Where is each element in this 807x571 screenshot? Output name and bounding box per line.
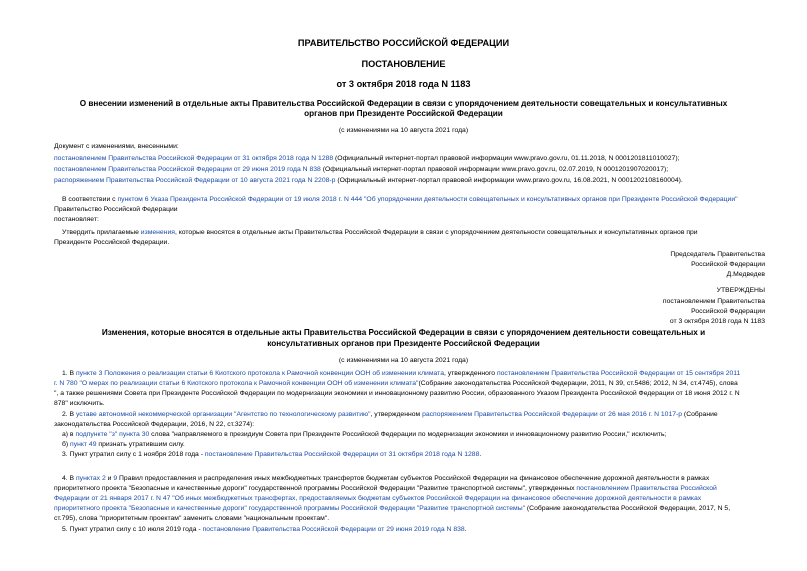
- change-link[interactable]: распоряжением Правительства Российской Федерации от 10 августа 2021 года N 2208-р: [54, 177, 336, 184]
- signature-role: Председатель Правительства: [670, 251, 765, 258]
- amended-note: (с изменениями на 10 августа 2021 года): [338, 127, 469, 134]
- clause-2-link[interactable]: пунктах 2: [75, 475, 106, 482]
- annex-item4-line5: ст.795), слова "приоритетным проектам" заменить словами "национальным проектам".: [54, 515, 330, 522]
- change-link[interactable]: постановлением Правительства Российской Федерации от 29 июня 2019 года N 838: [54, 166, 321, 173]
- signature-org: Российской Федерации: [691, 261, 765, 268]
- doc-title-line1: О внесении изменений в отдельные акты Правительства Российской Федерации в связи с упорядочением деятельности совещательных и консультативных: [79, 99, 728, 108]
- annex-title-line1: Изменения, которые вносятся в отдельные акты Правительства Российской Федерации в связи с упорядочением деятельности совещательных и: [101, 328, 706, 337]
- annex-item4-line4: приоритетного проекта "Безопасные и качественные дороги" государственной программы Российской Федерации "Развитие транспортной системы" (Собрание законодательства Российской Федерации, 2017, N 5,: [54, 505, 731, 512]
- approved-org: Российской Федерации: [691, 308, 765, 315]
- doc-date-heading: от 3 октября 2018 года N 1183: [336, 79, 471, 89]
- annex-item3: 3. Пункт утратил силу с 1 ноября 2018 года - постановление Правительства Российской Федерации от 31 октября 2018 года N 1288.: [62, 451, 482, 458]
- doc-title-line2: органов при Президенте Российской Федерации: [304, 109, 503, 118]
- resolution-47-link-cont[interactable]: Федерации от 21 января 2017 г. N 47 "Об иных межбюджетных трансфертах, предоставляемых бюджетам субъектов Российской Федерации на финансовое обеспечение дорожной деятельности в рамках: [54, 495, 702, 502]
- preamble-approve-line2: Президенте Российской Федерации.: [54, 239, 170, 246]
- annex-item4-line1: 4. В пунктах 2 и 9 Правил предоставления и распределения иных межбюджетных трансфертов бюджетам субъектов Российской Федерации на финансовое обеспечение дорожной деятельности в рамках: [62, 475, 710, 482]
- approved-label: УТВЕРЖДЕНЫ: [716, 287, 765, 294]
- preamble-approve-line1: Утвердить прилагаемые изменения, которые вносятся в отдельные акты Правительства Российской Федерации в связи с упорядочением деятельности совещательных и консультативных органов при: [62, 229, 698, 236]
- government-heading: ПРАВИТЕЛЬСТВО РОССИЙСКОЙ ФЕДЕРАЦИИ: [297, 38, 510, 48]
- change-item: постановлением Правительства Российской Федерации от 29 июня 2019 года N 838 (Официальный интернет-портал правовой информации www.pravo.gov.ru, 02.07.2019, N 0001201907020017);: [54, 166, 669, 173]
- annex-title-line2: консультативных органов при Президенте Российской Федерации: [267, 339, 540, 348]
- resolution-780-link-cont[interactable]: г. N 780 "О мерах по реализации статьи 6 Киотского протокола к Рамочной конвенции ООН об изменении климата": [54, 380, 419, 387]
- annex-item2-line1: 2. В уставе автономной некоммерческой организации "Агентство по технологическому развитию", утвержденном распоряжением Правительства Российской Федерации от 26 мая 2016 г. N 1017-р (Собрание: [62, 411, 718, 418]
- doc-type-heading: ПОСТАНОВЛЕНИЕ: [361, 59, 446, 69]
- preamble-line2: Правительство Российской Федерации: [54, 206, 178, 213]
- decree-link[interactable]: пунктом 6 Указа Президента Российской Федерации от 19 июля 2018 г. N 444 "Об упорядочении деятельности совещательных и консультативных органов при Президенте Российской Федерации": [117, 196, 738, 203]
- annex-item2b: б) пункт 49 признать утратившим силу.: [62, 441, 185, 448]
- preamble-line3: постановляет:: [54, 216, 99, 223]
- resolution-1288-link[interactable]: постановление Правительства Российской Федерации от 31 октября 2018 года N 1288: [204, 451, 480, 458]
- change-item: распоряжением Правительства Российской Федерации от 10 августа 2021 года N 2208-р (Официальный интернет-портал правовой информации www.pravo.gov.ru, 16.08.2021, N 0001202108160004).: [54, 177, 683, 184]
- kyoto-link[interactable]: пункте 3 Положения о реализации статьи 6 Киотского протокола к Рамочной конвенции ООН об изменении климата: [75, 370, 444, 377]
- subclause-link[interactable]: подпункте "з" пункта 30: [75, 431, 150, 438]
- annex-item1-line2: г. N 780 "О мерах по реализации статьи 6 Киотского протокола к Рамочной конвенции ООН об изменении климата"(Собрание законодательства Российской Федерации, 2011, N 39, ст.5486; 2012, N 34, ст.4745), слова: [54, 380, 738, 387]
- change-link[interactable]: постановлением Правительства Российской Федерации от 31 октября 2018 года N 1288: [54, 155, 334, 162]
- annex-item1-line4: 878" исключить.: [54, 400, 105, 407]
- approved-date: от 3 октября 2018 года N 1183: [669, 318, 765, 325]
- signature-name: Д.Медведев: [726, 271, 765, 278]
- annex-item2a: а) в подпункте "з" пункта 30 слова "направляемого в президиум Совета при Президенте Российской Федерации по модернизации экономики и инновационному развитию России," исключить;: [62, 431, 667, 438]
- changes-link[interactable]: изменения: [140, 229, 175, 236]
- annex-item2-line2: законодательства Российской Федерации, 2016, N 22, ст.3274):: [54, 421, 255, 428]
- annex-item1-line1: 1. В пункте 3 Положения о реализации статьи 6 Киотского протокола к Рамочной конвенции ООН об изменении климата, утвержденного постановлением Правительства Российской Федерации от 15 сентября 2011: [62, 370, 741, 377]
- order-1017-link[interactable]: распоряжением Правительства Российской Федерации от 26 мая 2016 г. N 1017-р: [422, 411, 683, 418]
- preamble-line1: В соответствии с пунктом 6 Указа Президента Российской Федерации от 19 июля 2018 г. N 444 "Об упорядочении деятельности совещательных и консультативных органов при Президенте Российской Федерации": [62, 196, 738, 203]
- resolution-780-link[interactable]: постановлением Правительства Российской Федерации от 15 сентября 2011: [496, 370, 741, 377]
- resolution-47-link-cont2[interactable]: приоритетного проекта "Безопасные и качественные дороги" государственной программы Российской Федерации "Развитие транспортной системы": [54, 505, 526, 512]
- approved-by: постановлением Правительства: [662, 298, 765, 305]
- change-item: постановлением Правительства Российской Федерации от 31 октября 2018 года N 1288 (Официальный интернет-портал правовой информации www.pravo.gov.ru, 01.11.2018, N 0001201811010027);: [54, 155, 680, 162]
- resolution-47-link[interactable]: постановлением Правительства Российской: [576, 485, 717, 492]
- clause-9-link[interactable]: 9: [113, 475, 118, 482]
- changes-intro: Документ с изменениями, внесенными:: [54, 143, 179, 150]
- clause-49-link[interactable]: пункт 49: [70, 441, 97, 448]
- resolution-838-link[interactable]: постановление Правительства Российской Федерации от 29 июня 2019 года N 838: [202, 526, 465, 533]
- annex-item1-line3: ", а также решениями Совета при Президенте Российской Федерации по модернизации экономики и инновационному развитию России, образованного Указом Президента Российской Федерации от 18 июня 2012 г. N: [54, 390, 740, 397]
- annex-item4-line2: приоритетного проекта "Безопасные и качественные дороги" государственной программы Российской Федерации "Развитие транспортной системы", утвержденных постановлением Правительства Российской: [54, 485, 717, 492]
- annex-item4-line3: [54, 495, 701, 504]
- annex-item5: 5. Пункт утратил силу с 10 июля 2019 года - постановление Правительства Российской Федерации от 29 июня 2019 года N 838.: [62, 526, 467, 533]
- annex-amended-note: (с изменениями на 10 августа 2021 года): [338, 357, 469, 364]
- charter-link[interactable]: уставе автономной некоммерческой организации "Агентство по технологическому развитию": [75, 411, 371, 418]
